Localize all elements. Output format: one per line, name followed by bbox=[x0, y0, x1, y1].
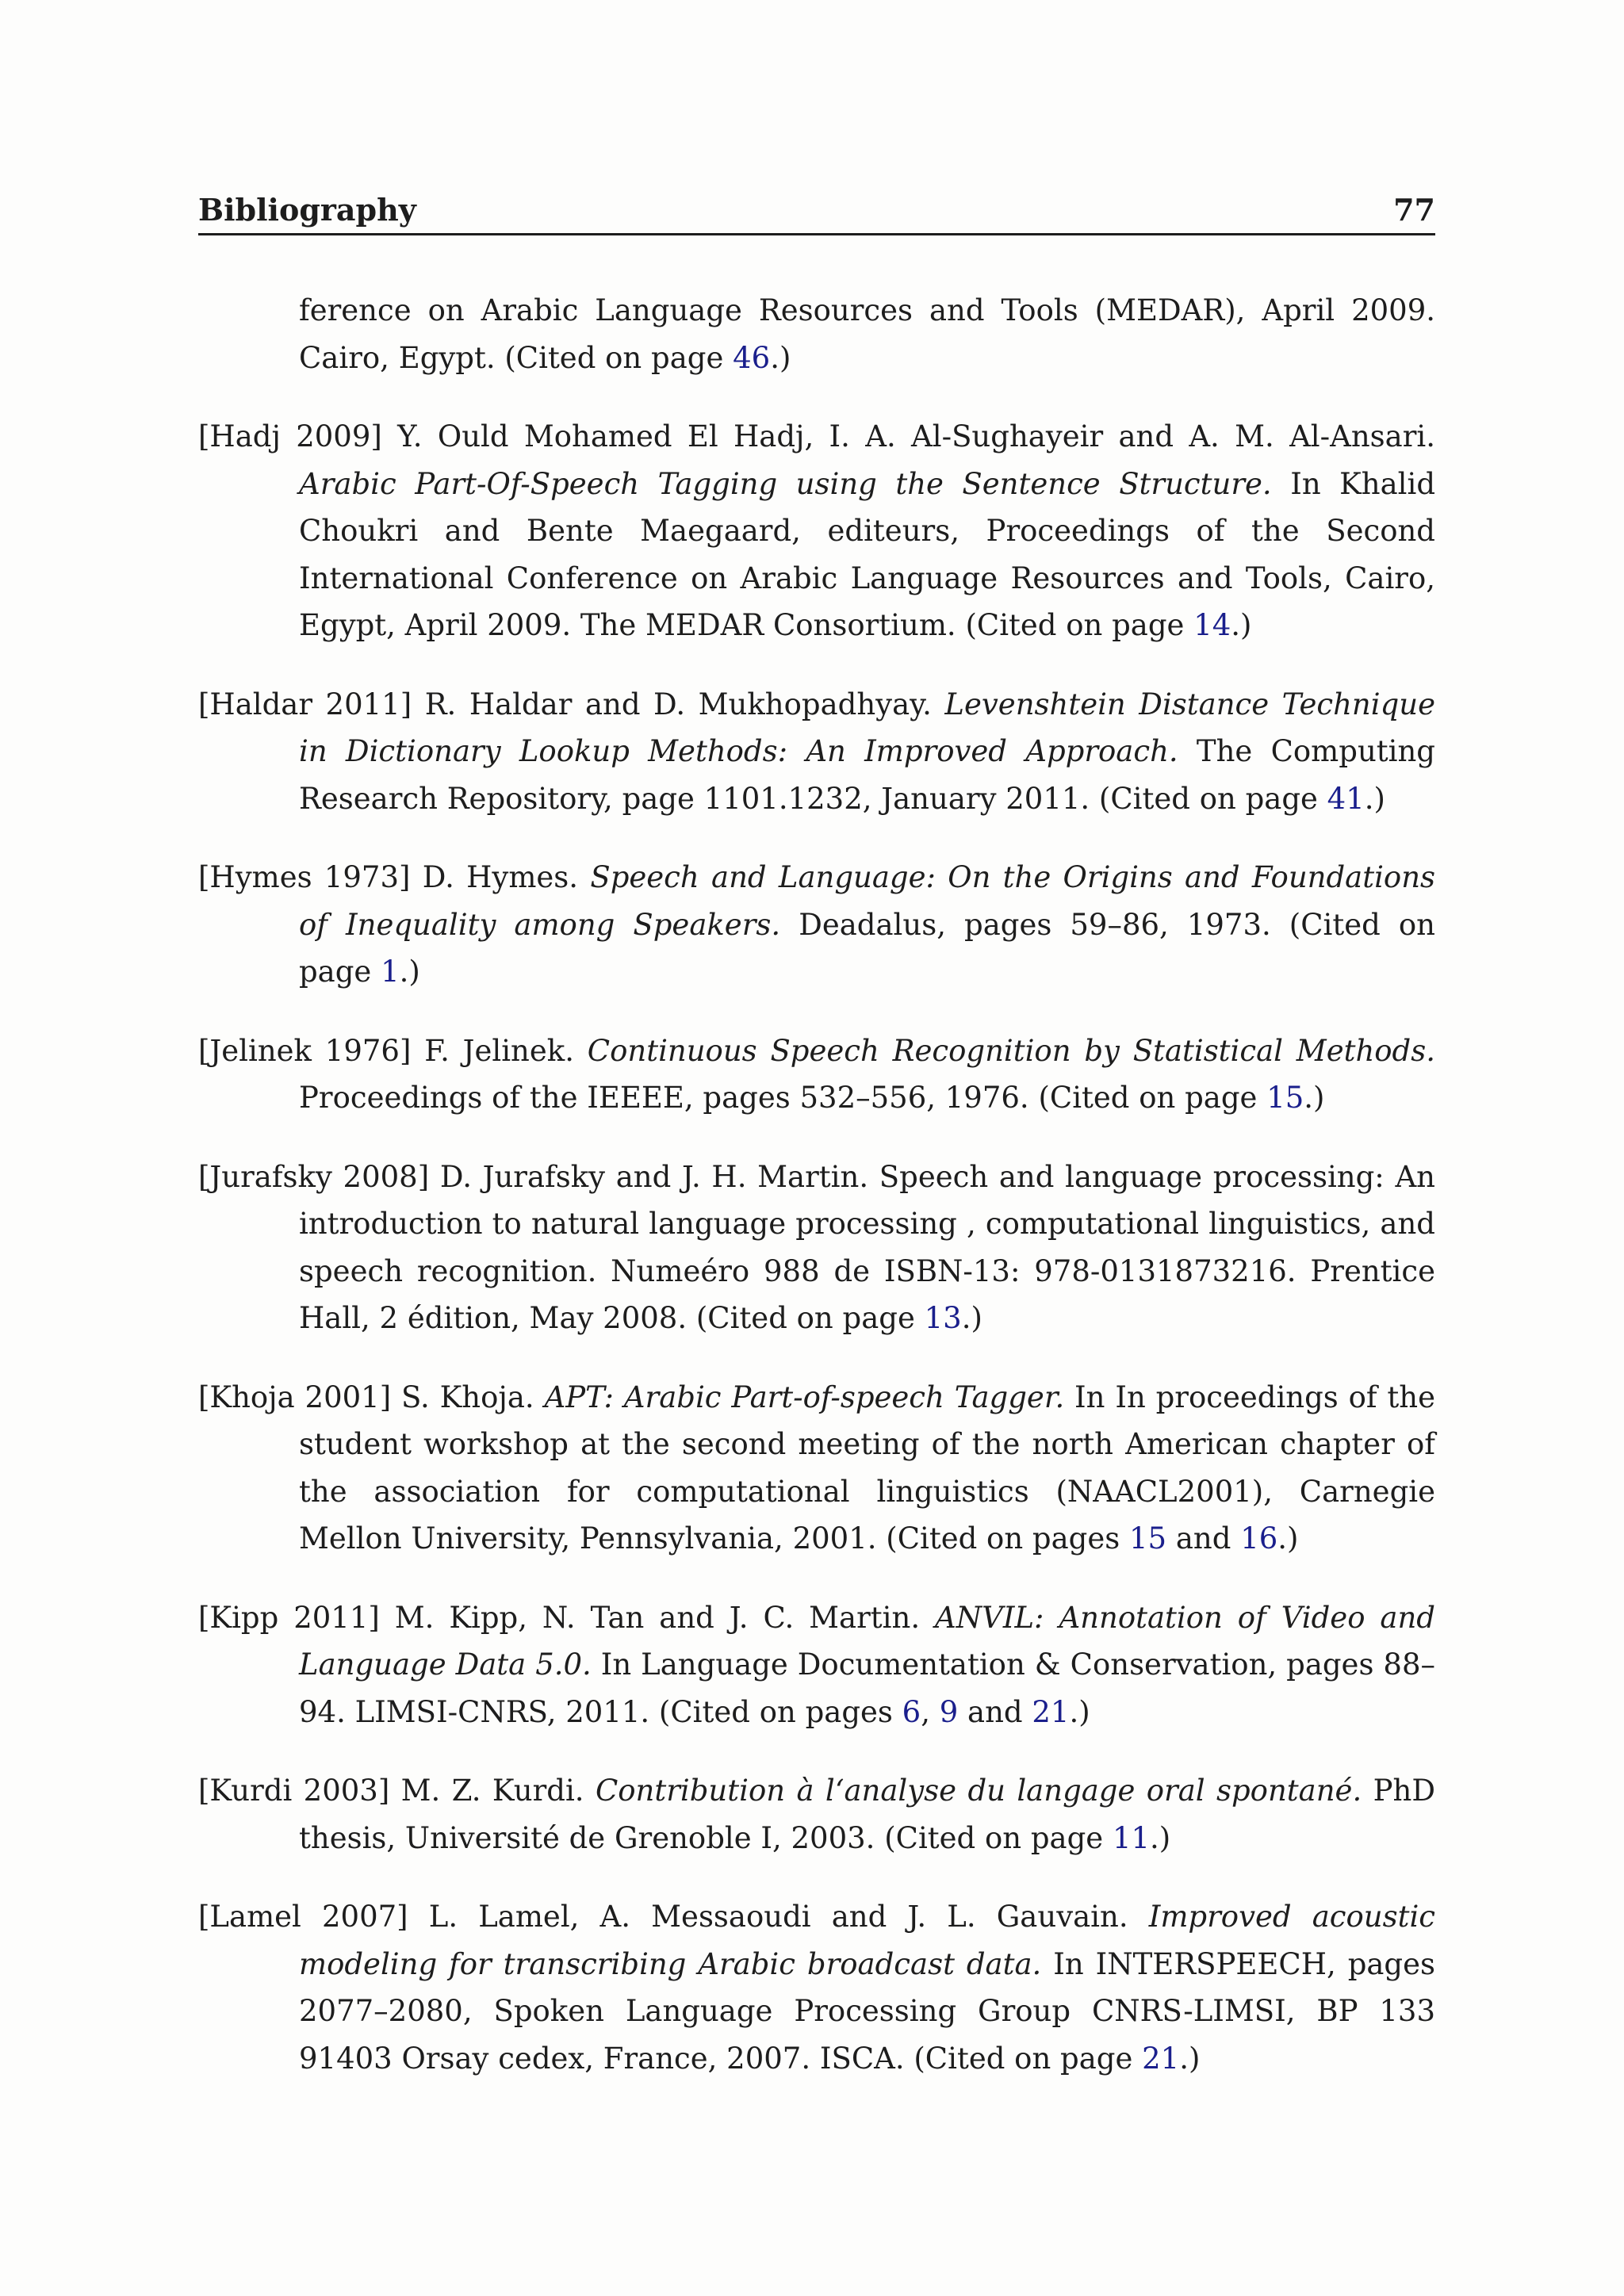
bib-entry bbox=[198, 1154, 1435, 1342]
running-header bbox=[198, 192, 1435, 235]
citation-key: [Hadj 2009] bbox=[198, 419, 382, 453]
page-link[interactable]: 16 bbox=[1240, 1521, 1278, 1556]
work-title: APT: Arabic Part-of-speech Tagger. bbox=[544, 1380, 1065, 1414]
authors: L. Lamel, A. Messaoudi and J. L. Gauvain. bbox=[428, 1900, 1128, 1934]
publication-details: The Computing Research Repository, page 1101.1232, January 2011. (Cited on page bbox=[299, 734, 1435, 816]
publication-details: In Language Documentation & Conservation, pages 88–94. LIMSI-CNRS, 2011. (Cited on pages bbox=[299, 1647, 1435, 1729]
work-title: Levenshtein Distance Technique in Dictionary Lookup Methods: An Improved Approach. bbox=[299, 687, 1436, 768]
closing-punct: .) bbox=[1179, 2041, 1201, 2076]
citation-key: [Kurdi 2003] bbox=[198, 1774, 390, 1808]
authors: F. Jelinek. bbox=[424, 1033, 574, 1068]
page-link[interactable]: 6 bbox=[902, 1694, 921, 1729]
citation-key: [Jurafsky 2008] bbox=[198, 1159, 430, 1194]
bib-entry bbox=[198, 1767, 1435, 1862]
closing-punct: .) bbox=[1069, 1694, 1090, 1729]
bib-entry bbox=[198, 681, 1435, 823]
authors: S. Khoja. bbox=[401, 1380, 534, 1414]
page-link[interactable]: 46 bbox=[733, 340, 771, 375]
page-link[interactable]: 13 bbox=[924, 1301, 962, 1335]
page-link[interactable]: 9 bbox=[939, 1694, 959, 1729]
page-link[interactable]: 15 bbox=[1128, 1521, 1167, 1556]
closing-punct: .) bbox=[1150, 1820, 1171, 1855]
closing-punct: .) bbox=[961, 1301, 982, 1335]
bib-entry bbox=[198, 1893, 1435, 2082]
section-title: Bibliography bbox=[198, 192, 416, 228]
page-link[interactable]: 1 bbox=[381, 955, 400, 989]
citation-key: [Khoja 2001] bbox=[198, 1380, 392, 1414]
bibliography-list bbox=[198, 287, 1435, 2114]
citation-key: [Hymes 1973] bbox=[198, 860, 411, 894]
authors: R. Haldar and D. Mukhopadhyay. bbox=[424, 687, 932, 721]
bib-entry: [Kipp 2011] M. Kipp, N. Tan and J. C. Martin. ANVIL: Annotation of Video and Language Data 5.0. In Language Documentation & Conservation, pages 88–94. LIMSI-CNRS, 2011. (Cited on pages 6, 9 and 21.) bbox=[198, 1600, 1435, 1729]
authors: M. Kipp, N. Tan and J. C. Martin. bbox=[394, 1600, 921, 1635]
publication-details: PhD thesis, Université de Grenoble I, 2003. (Cited on page bbox=[299, 1774, 1435, 1855]
bib-entry: [Khoja 2001] S. Khoja. APT: Arabic Part-of-speech Tagger. In In proceedings of the student workshop at the second meeting of the north American chapter of the association for computational linguistics (NAACL2001), Carnegie Mellon University, Pennsylvania, 2001. (Cited on pages 15 and 16.) bbox=[198, 1380, 1436, 1556]
bib-entry bbox=[198, 287, 1435, 381]
page-link[interactable]: 14 bbox=[1193, 608, 1231, 642]
page-link[interactable]: 21 bbox=[1142, 2041, 1180, 2076]
work-title: ANVIL: Annotation of Video and Language Data 5.0. bbox=[299, 1600, 1435, 1682]
authors: D. Hymes. bbox=[422, 860, 579, 894]
publication-details: Proceedings of the IEEEE, pages 532–556, 1976. (Cited on page bbox=[299, 1081, 1267, 1115]
closing-punct: .) bbox=[1277, 1521, 1299, 1556]
work-title: Continuous Speech Recognition by Statistical Methods. bbox=[587, 1033, 1435, 1068]
citation-key: [Lamel 2007] bbox=[198, 1900, 408, 1934]
bib-entry bbox=[198, 1027, 1435, 1122]
citation-key: [Jelinek 1976] bbox=[198, 1033, 412, 1068]
citation-key: [Kipp 2011] bbox=[198, 1600, 380, 1635]
publication-details: In INTERSPEECH, pages 2077–2080, Spoken Language Processing Group CNRS-LIMSI, BP 133 91403 Orsay cedex, France, 2007. ISCA. (Cited on page bbox=[299, 1946, 1436, 2076]
page-link[interactable]: 11 bbox=[1112, 1820, 1151, 1855]
work-title: Speech and Language: On the Origins and Foundations of Inequality among Speakers. bbox=[299, 860, 1436, 942]
closing-punct: .) bbox=[399, 955, 420, 989]
closing-punct: .) bbox=[770, 340, 791, 375]
work-title: Contribution à l‘analyse du langage oral spontané. bbox=[595, 1774, 1362, 1808]
work-title: Improved acoustic modeling for transcribing Arabic broadcast data. bbox=[299, 1900, 1435, 1981]
authors: M. Z. Kurdi. bbox=[400, 1774, 584, 1808]
bib-entry bbox=[198, 413, 1435, 649]
page-link[interactable]: 41 bbox=[1327, 781, 1365, 816]
page-link[interactable]: 15 bbox=[1266, 1081, 1304, 1115]
publication-details: Deadalus, pages 59–86, 1973. (Cited on page bbox=[299, 907, 1435, 989]
continued-text: ference on Arabic Language Resources and Tools (MEDAR), April 2009. Cairo, Egypt. (Cited on page bbox=[299, 293, 1435, 375]
publication-details: Speech and language processing: An introduction to natural language processing , computational linguistics, and speech recognition. Numeéro 988 de ISBN-13: 978-0131873216. Prentice Hall, 2 édition, May 2008. (Cited on page bbox=[299, 1159, 1436, 1335]
authors: D. Jurafsky and J. H. Martin. bbox=[439, 1159, 869, 1194]
closing-punct: .) bbox=[1364, 781, 1385, 816]
closing-punct: .) bbox=[1231, 608, 1252, 642]
publication-details: In Khalid Choukri and Bente Maegaard, editeurs, Proceedings of the Second International Conference on Arabic Language Resources and Tools, Cairo, Egypt, April 2009. The MEDAR Consortium. (Cited on page bbox=[299, 466, 1436, 642]
closing-punct: .) bbox=[1304, 1081, 1325, 1115]
work-title: Arabic Part-Of-Speech Tagging using the Sentence Structure. bbox=[299, 466, 1272, 501]
authors: Y. Ould Mohamed El Hadj, I. A. Al-Sughayeir and A. M. Al-Ansari. bbox=[397, 419, 1435, 453]
bib-entry bbox=[198, 854, 1435, 996]
citation-key: [Haldar 2011] bbox=[198, 687, 412, 721]
publication-details: In In proceedings of the student workshop at the second meeting of the north American chapter of the association for computational linguistics (NAACL2001), Carnegie Mellon University, Pennsylvania, 2001. (Cited on pages bbox=[299, 1380, 1436, 1556]
page-link[interactable]: 21 bbox=[1032, 1694, 1070, 1729]
page-number: 77 bbox=[1393, 192, 1435, 228]
